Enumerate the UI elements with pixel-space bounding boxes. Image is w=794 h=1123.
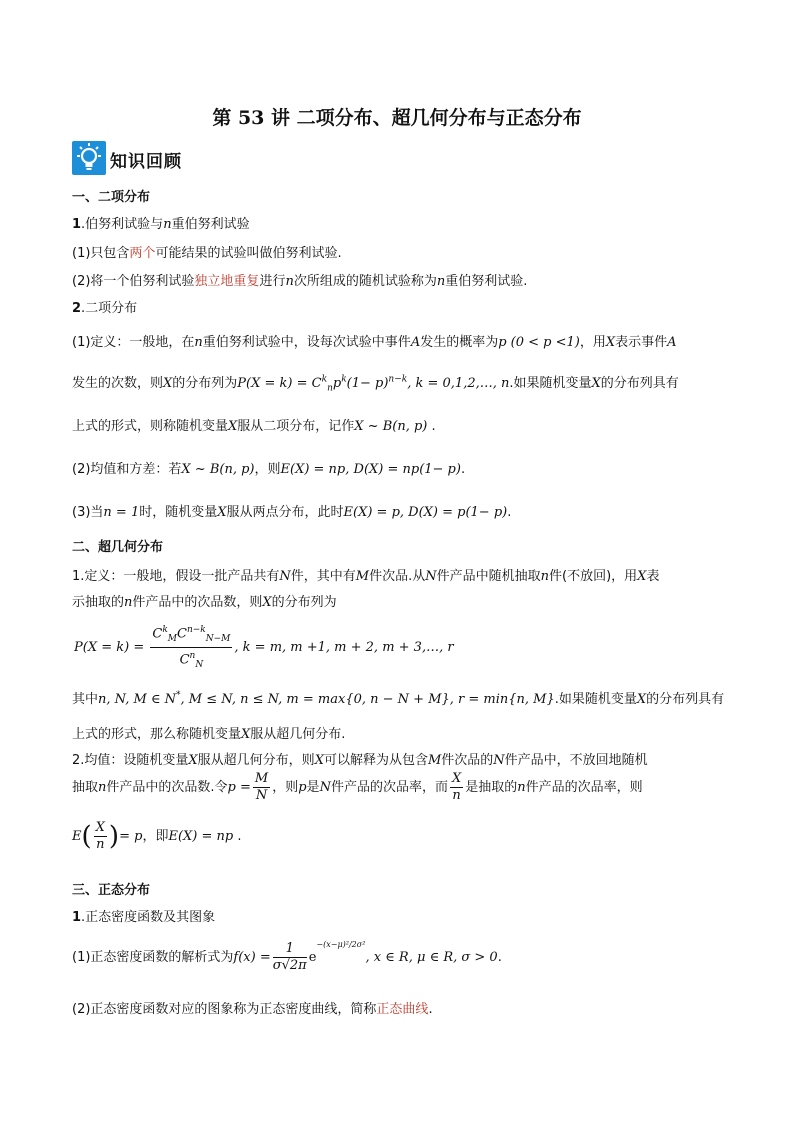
subheading-normal-density: 1.正态密度函数及其图象 [72, 910, 216, 925]
subheading-bernoulli: 1.伯努利试验与n重伯努利试验 [72, 217, 250, 232]
normal-curve-definition: (2)正态密度函数对应的图象称为正态密度曲线，简称正态曲线. [72, 1002, 433, 1017]
binomial-definition-line1: (1)定义：一般地，在n重伯努利试验中，设每次试验中事件A发生的概率为p (0 < p <1)，用X表示事件A [72, 335, 677, 350]
paragraph-bernoulli-trial: (1)只包含两个可能结果的试验叫做伯努利试验. [72, 246, 342, 261]
hypergeometric-mean-line2: 抽取n件产品中的次品数.令p = $\frac{M}{N}$ ，则p是N件产品的次品率，而 $\frac{X}{n}$ 是抽取的n件产品的次品率，则 [72, 771, 643, 803]
banner-label: 知识回顾 [110, 152, 182, 172]
binomial-definition-line3: 上式的形式，则称随机变量X服从二项分布，记作X ~ B(n, p) . [72, 419, 436, 434]
hypergeometric-constraints: 其中n, N, M ∈ N*, M ≤ N, n ≤ N, m = max{0, n − N + M}, r = min{n, M}.如果随机变量X的分布列具有 [72, 690, 725, 707]
hypergeometric-mean-line3: E( $\frac{X}{n}$ )= p，即E(X) = np . [72, 820, 242, 852]
normal-density-formula-line: (1)正态密度函数的解析式为f(x) = $\frac{1}{\sigma√2\pi}$ $e^{-(x-\mu)^2/2\sigma^2}$, x ∈ R, μ ∈ R, σ > 0. [72, 940, 502, 973]
page-title: 第 53 讲 二项分布、超几何分布与正态分布 [212, 107, 582, 129]
paragraph-n-bernoulli: (2)将一个伯努利试验独立地重复进行n次所组成的随机试验称为n重伯努利试验. [72, 274, 528, 289]
lightbulb-icon [72, 141, 106, 175]
hypergeometric-mean-line1: 2.均值：设随机变量X服从超几何分布，则X可以解释为从包含M件次品的N件产品中，不放回地随机 [72, 753, 648, 768]
binomial-mean-variance: (2)均值和方差：若X ~ B(n, p)，则E(X) = np, D(X) = np(1− p). [72, 462, 466, 477]
two-point-distribution: (3)当n = 1时，随机变量X服从两点分布，此时E(X) = p, D(X) = p(1− p). [72, 505, 512, 520]
subheading-binomial-dist: 2.二项分布 [72, 301, 138, 316]
hypergeometric-pmf-formula: P(X = k) = $\frac{C^k_MC^{n-k}_{N-M}}{C^n_N}$ , k = m, m +1, m + 2, m + 3,…, r [74, 622, 454, 673]
binomial-definition-line2: 发生的次数，则X的分布列为$P(X = k) = C^k_np^k(1- p)^{n-k}$, k = 0,1,2,…, n.如果随机变量X的分布列具有 [72, 374, 679, 394]
section-heading-hypergeometric: 二、超几何分布 [72, 540, 164, 555]
section-heading-normal: 三、正态分布 [72, 883, 151, 898]
binomial-pmf-formula: $P(X = k) = C^k_np^k(1- p)^{n-k}$, k = 0,1,2,…, n [237, 374, 510, 394]
section-heading-binomial: 一、二项分布 [72, 190, 151, 205]
hypergeometric-conclusion: 上式的形式，那么称随机变量X服从超几何分布. [72, 727, 346, 742]
hypergeometric-definition-line1: 1.定义：一般地，假设一批产品共有N件，其中有M件次品.从N件产品中随机抽取n件(不放回)，用X表 [72, 569, 660, 584]
hypergeometric-definition-line2: 示抽取的n件产品中的次品数，则X的分布列为 [72, 595, 337, 610]
